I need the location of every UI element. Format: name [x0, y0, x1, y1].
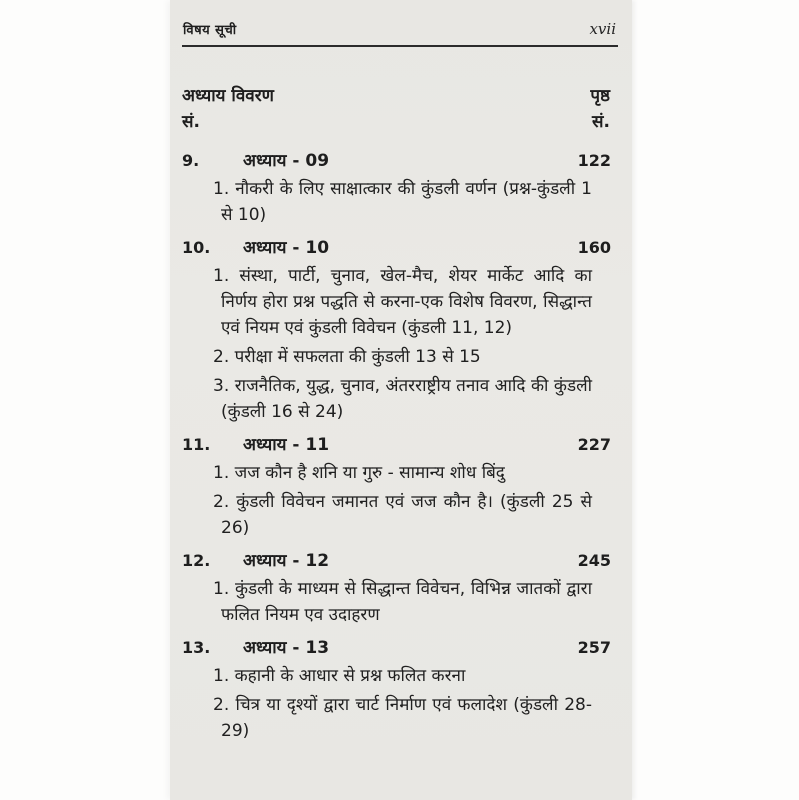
- book-page: [170, 0, 632, 800]
- toc-entry: [182, 433, 618, 541]
- column-header-chapter-no: सं.: [182, 112, 200, 132]
- toc-column-headers: [182, 83, 618, 135]
- chapter-number: 11.: [182, 435, 211, 454]
- toc-entry-items: [213, 663, 592, 744]
- column-header-chapter-desc: अध्याय विवरण: [182, 86, 274, 106]
- column-header-chapter: [182, 83, 274, 135]
- column-header-page-label: पृष्ठ: [590, 86, 610, 106]
- chapter-title: अध्याय - 10: [243, 238, 330, 258]
- toc-item: 1. कहानी के आधार से प्रश्न फलित करना: [213, 666, 466, 686]
- column-header-page-no: सं.: [592, 112, 610, 132]
- running-header-title: विषय सूची: [183, 23, 237, 38]
- toc-entry-heading: [182, 433, 618, 457]
- toc-item: 1. जज कौन है शनि या गुरु - सामान्य शोध बिंदु: [213, 463, 505, 483]
- toc-item: 1. कुंडली के माध्यम से सिद्धान्त विवेचन, विभिन्न जातकों द्वारा फलित नियम एव उदाहरण: [213, 579, 592, 625]
- toc-item: 3. राजनैतिक, युद्ध, चुनाव, अंतरराष्ट्रीय तनाव आदि की कुंडली (कुंडली 16 से 24): [213, 376, 592, 422]
- toc-entry-items: [213, 263, 592, 425]
- chapter-page-number: 245: [577, 551, 611, 570]
- chapter-title: अध्याय - 09: [243, 151, 330, 171]
- chapter-number: 10.: [182, 238, 211, 257]
- toc-item: 2. चित्र या दृश्यों द्वारा चार्ट निर्माण एवं फलादेश (कुंडली 28-29): [213, 695, 592, 741]
- toc-item: 2. कुंडली विवेचन जमानत एवं जज कौन है। (कुंडली 25 से 26): [213, 492, 592, 538]
- chapter-page-number: 160: [577, 238, 611, 257]
- header-rule: [182, 45, 618, 47]
- chapter-page-number: 227: [577, 435, 611, 454]
- page-content: [170, 0, 632, 800]
- toc-entry-items: [213, 176, 592, 228]
- chapter-title: अध्याय - 12: [243, 551, 330, 571]
- chapter-number: 12.: [182, 551, 211, 570]
- running-header: [182, 20, 618, 38]
- toc-entry-items: [213, 460, 592, 541]
- chapter-page-number: 122: [577, 151, 611, 170]
- toc-entry-heading: [182, 636, 618, 660]
- toc-entry-heading: [182, 149, 618, 173]
- column-header-page: [590, 83, 618, 135]
- toc-item: 2. परीक्षा में सफलता की कुंडली 13 से 15: [213, 347, 481, 367]
- page-folio-number: xvii: [589, 20, 616, 38]
- toc-entry-heading: [182, 549, 618, 573]
- toc-item: 1. नौकरी के लिए साक्षात्कार की कुंडली वर्णन (प्रश्न-कुंडली 1 से 10): [213, 179, 592, 225]
- chapter-number: 9.: [182, 151, 200, 170]
- toc-entry: [182, 636, 618, 744]
- toc-entry-heading: [182, 236, 618, 260]
- chapter-title: अध्याय - 13: [243, 638, 330, 658]
- toc-entry: [182, 149, 618, 228]
- chapter-page-number: 257: [577, 638, 611, 657]
- chapter-number: 13.: [182, 638, 211, 657]
- toc-entry: [182, 236, 618, 425]
- toc-entry: [182, 549, 618, 628]
- table-of-contents: [182, 149, 618, 744]
- toc-entry-items: [213, 576, 592, 628]
- toc-item: 1. संस्था, पार्टी, चुनाव, खेल-मैच, शेयर मार्केट आदि का निर्णय होरा प्रश्न पद्धति से करना-एक विशेष विवरण, सिद्धान्त एवं नियम एवं कुंडली विवेचन (कुंडली 11, 12): [213, 266, 592, 338]
- chapter-title: अध्याय - 11: [243, 435, 330, 455]
